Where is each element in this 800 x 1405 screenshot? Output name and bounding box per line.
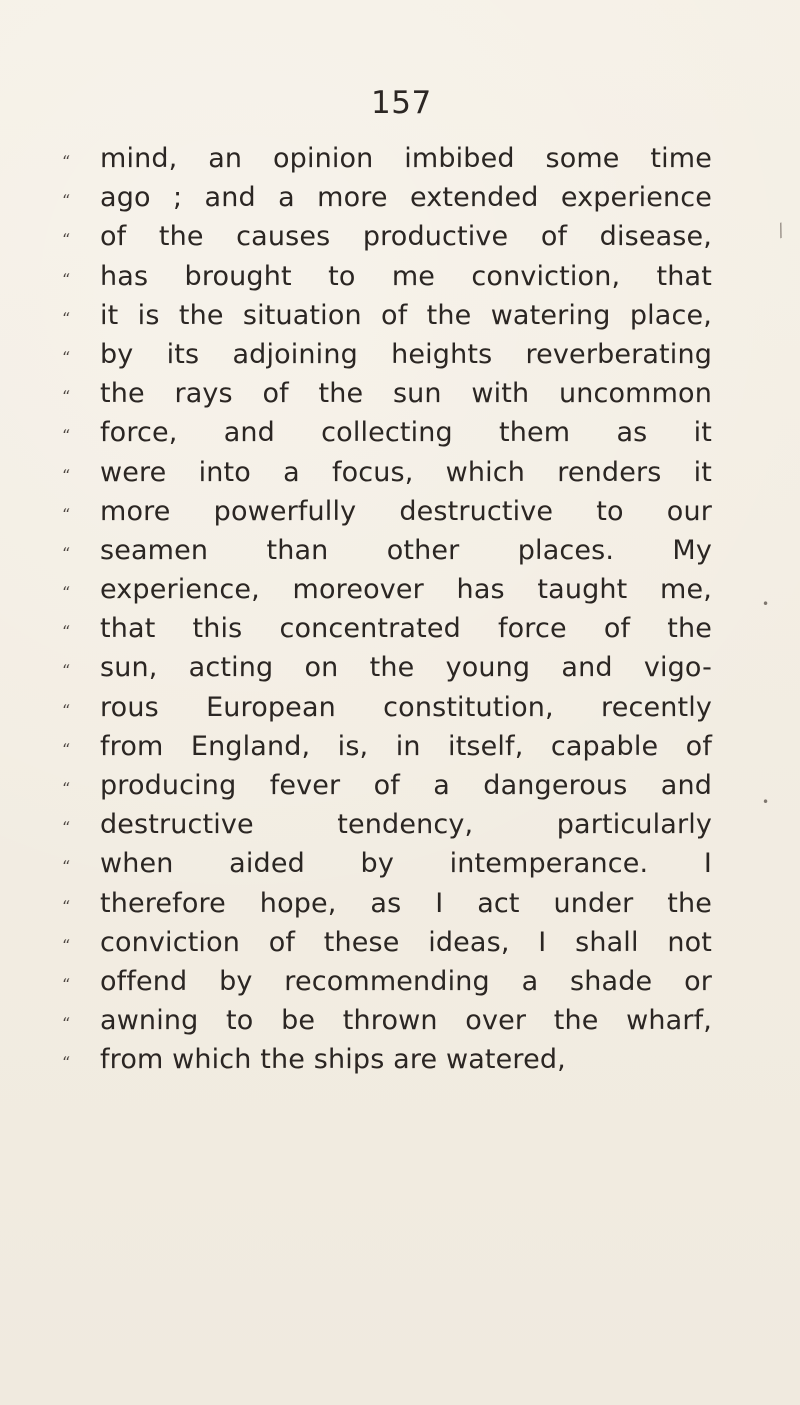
quote-mark: “ [62,308,71,328]
text-line [62,1044,712,1083]
line-text: from which the ships are watered, [100,1044,566,1076]
line-text: conviction of these ideas, I shall not [100,926,712,958]
text-line [62,143,712,182]
text-line [62,809,712,848]
line-text: mind, an opinion imbibed some time [100,143,712,174]
line-text: sun, acting on the young and vigo- [100,652,712,684]
text-line [62,966,712,1005]
text-line [62,1005,712,1044]
quote-mark: “ [62,700,71,720]
quote-mark: “ [62,347,71,367]
quote-mark: “ [62,504,71,524]
quote-mark: “ [62,387,71,407]
page-text [62,143,712,1084]
text-line [62,613,712,652]
quote-mark: “ [62,152,71,171]
line-text: awning to be thrown over the wharf, [100,1005,712,1037]
text-line [62,848,712,887]
line-text: were into a focus, which renders it [100,456,712,488]
line-text: has brought to me conviction, that [100,260,712,292]
line-text: of the causes productive of disease, [100,221,712,253]
line-text: seamen than other places. My [100,534,712,566]
margin-dot: • [762,795,770,809]
line-text: by its adjoining heights reverberating [100,338,712,370]
quote-mark: “ [62,974,71,994]
text-line [62,339,712,378]
text-line [62,457,712,496]
text-line [62,300,712,339]
text-line [62,770,712,809]
quote-mark: “ [62,896,71,916]
margin-dot: • [762,597,770,611]
quote-mark: “ [62,543,71,563]
quote-mark: “ [62,426,71,446]
quote-mark: “ [62,857,71,877]
quote-mark: “ [62,191,71,211]
page-number: 157 [371,85,432,121]
text-line [62,378,712,417]
quote-mark: “ [62,622,71,642]
text-line [62,221,712,260]
line-text: it is the situation of the watering place, [100,299,712,331]
text-line [62,927,712,966]
line-text: from England, is, in itself, capable of [100,730,712,762]
line-text: ago ; and a more extended experience [100,182,712,214]
line-text: destructive tendency, particularly [100,809,712,841]
line-text: offend by recommending a shade or [100,965,712,997]
text-line [62,731,712,770]
text-line [62,417,712,456]
line-text: rous European constitution, recently [100,691,712,723]
line-text: experience, moreover has taught me, [100,574,712,606]
line-text: therefore hope, as I act under the [100,887,712,919]
text-line [62,888,712,927]
quote-mark: “ [62,779,71,798]
line-text: producing fever of a dangerous and [100,770,712,801]
text-line [62,652,712,691]
text-line [62,182,712,221]
text-line [62,692,712,731]
line-text: when aided by intemperance. I [100,848,712,880]
quote-mark: “ [62,230,71,250]
quote-mark: “ [62,661,71,681]
text-line [62,574,712,613]
quote-mark: “ [62,269,71,289]
line-text: more powerfully destructive to our [100,495,712,527]
text-line [62,535,712,574]
text-line [62,261,712,300]
text-line [62,496,712,535]
quote-mark: “ [62,465,71,485]
line-text: that this concentrated force of the [100,613,712,645]
quote-mark: “ [62,818,71,838]
quote-mark: “ [62,739,71,759]
quote-mark: “ [62,1053,71,1073]
margin-mark: / [774,219,788,242]
quote-mark: “ [62,935,71,955]
line-text: force, and collecting them as it [100,417,712,449]
quote-mark: “ [62,1014,71,1034]
quote-mark: “ [62,583,71,603]
line-text: the rays of the sun with uncommon [100,378,712,410]
